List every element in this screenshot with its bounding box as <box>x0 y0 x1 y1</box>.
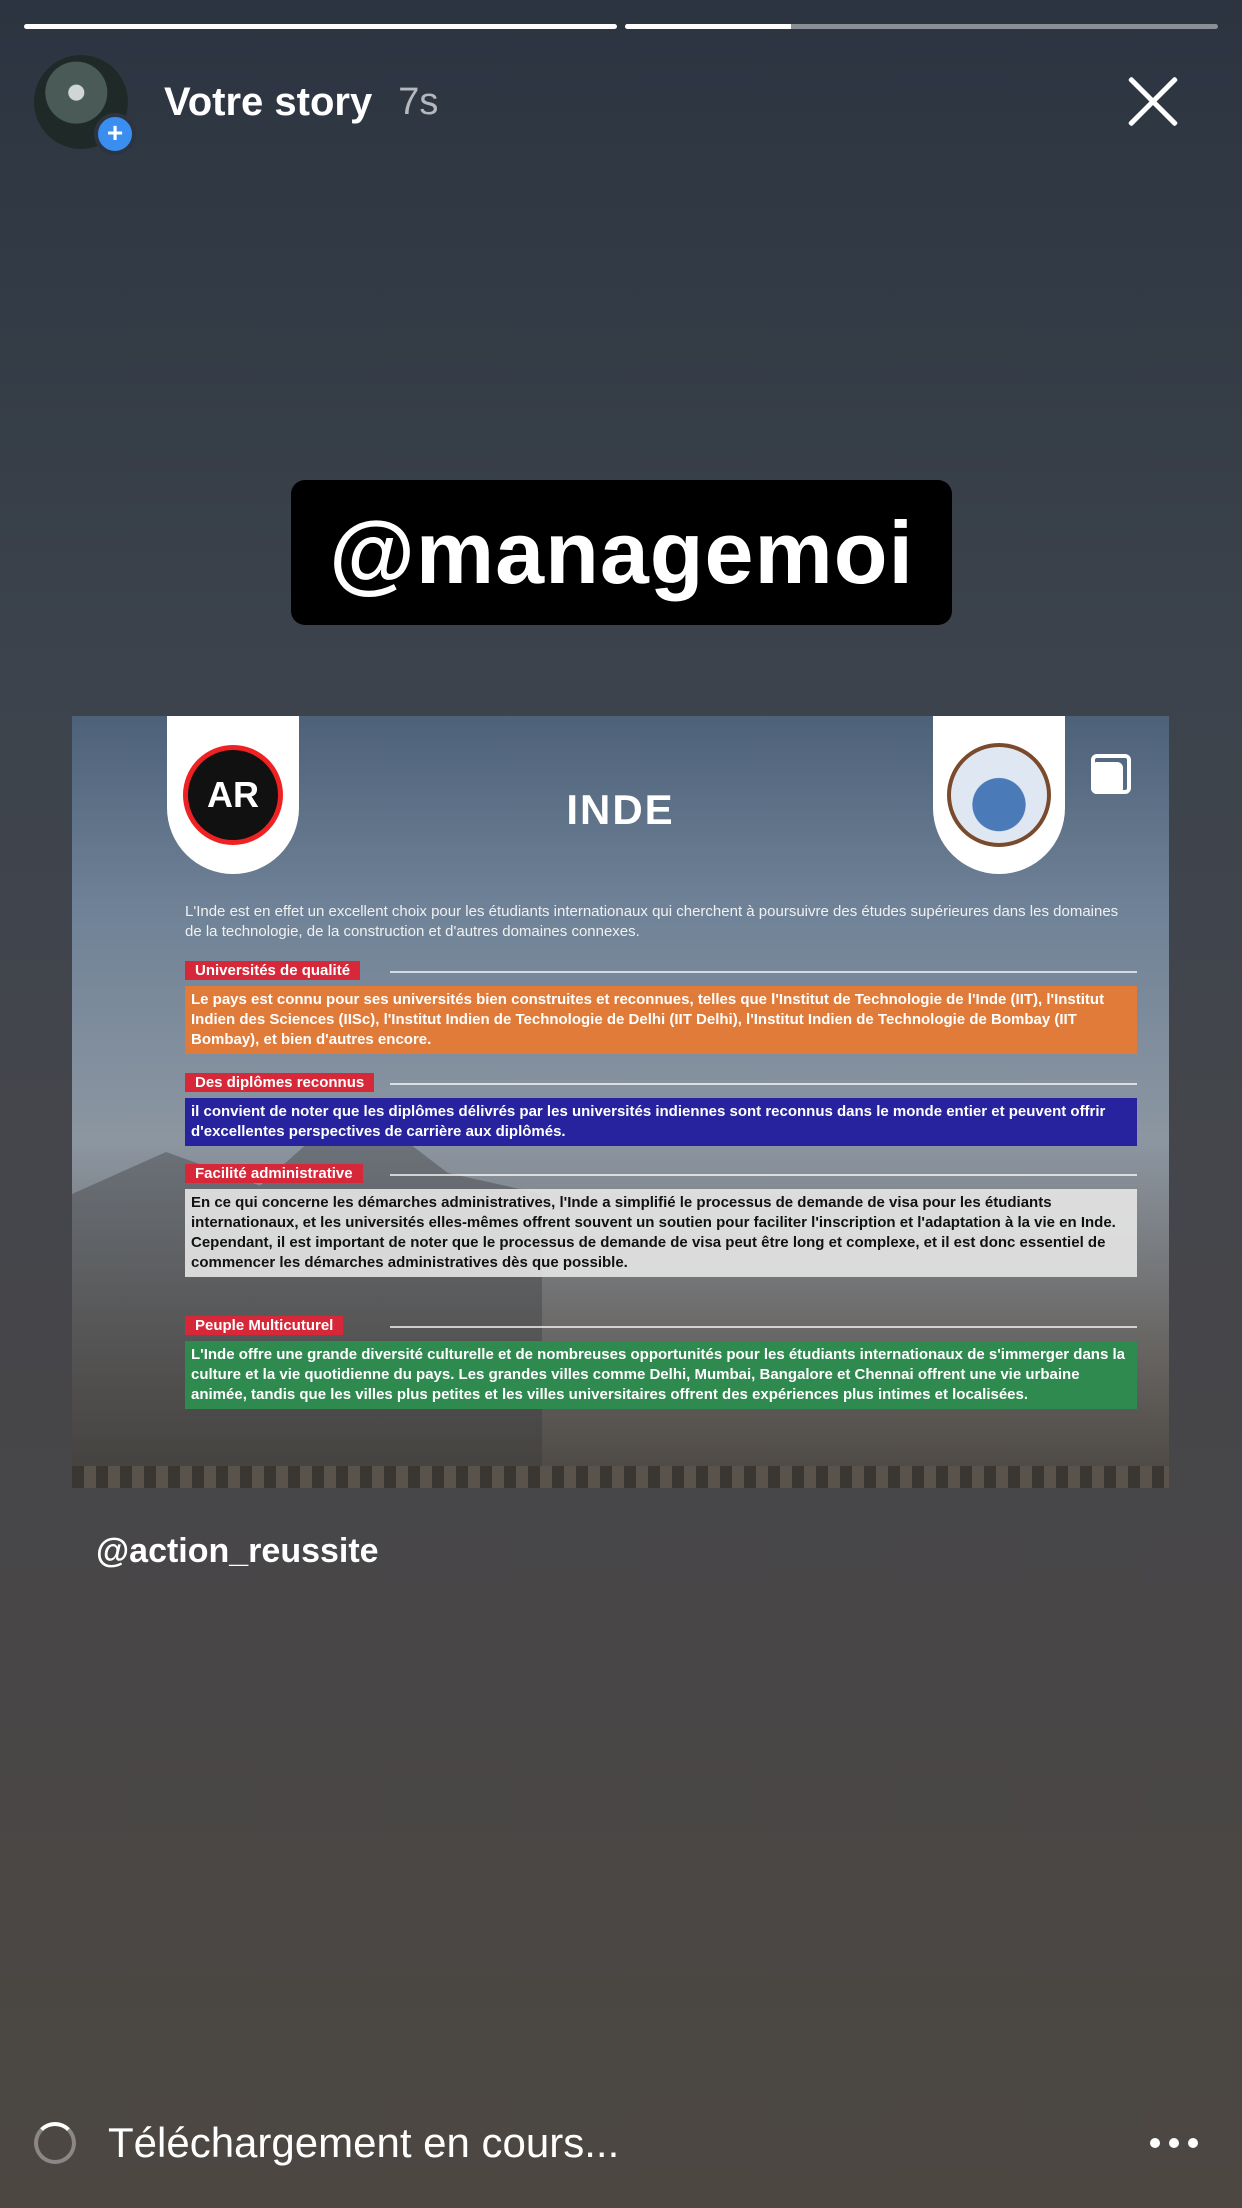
close-icon[interactable] <box>1116 66 1188 138</box>
section-label: Universités de qualité <box>185 961 360 980</box>
loading-spinner-icon <box>34 2122 76 2164</box>
section-facilite <box>185 1164 1137 1277</box>
section-text: En ce qui concerne les démarches administratives, l'Inde a simplifié le processus de demande de visa pour les étudiants internationaux, et les universités elles-mêmes offrent souvent un soutien pour faciliter l'inscription et l'adaptation à la vie en Inde. Cependant, il est important de noter que le processus de demande de visa peut être long et complexe, et il est donc essentiel de commencer les démarches administratives dès que possible. <box>185 1189 1137 1277</box>
progress-segment-1 <box>24 24 617 29</box>
mention-sticker[interactable]: @managemoi <box>291 480 952 625</box>
add-story-icon[interactable]: + <box>94 113 136 155</box>
post-author-handle[interactable]: @action_reussite <box>96 1532 379 1570</box>
section-label: Peuple Multicuturel <box>185 1316 343 1335</box>
action-reussite-logo: AR <box>167 716 299 874</box>
story-header <box>34 52 1208 152</box>
story-timestamp: 7s <box>398 80 439 123</box>
story-username[interactable]: Votre story <box>164 79 373 124</box>
section-diplomes <box>185 1073 1137 1146</box>
post-intro: L'Inde est en effet un excellent choix pour les étudiants internationaux qui cherchent à poursuivre des études supérieures dans les domaines de la technologie, de la construction et d'autres domaines connexes. <box>185 903 1119 940</box>
shared-post[interactable] <box>72 716 1169 1488</box>
section-text: il convient de noter que les diplômes délivrés par les universités indiennes sont reconnus dans le monde entier et peuvent offrir d'excellentes perspectives de carrière aux diplômés. <box>185 1098 1137 1146</box>
railing-decoration <box>72 1466 1169 1488</box>
section-universites <box>185 961 1137 1054</box>
section-label: Facilité administrative <box>185 1164 363 1183</box>
section-peuple <box>185 1316 1137 1409</box>
section-label: Des diplômes reconnus <box>185 1073 374 1092</box>
more-icon[interactable] <box>1150 2138 1198 2148</box>
story-footer <box>0 2078 1242 2208</box>
section-text: Le pays est connu pour ses universités bien construites et reconnues, telles que l'Institut de Technologie de l'Inde (IIT), l'Institut Indien des Sciences (IISc), l'Institut Indien de Technologie de Delhi (IIT Delhi), l'Institut Indien de Technologie de Bombay (IIT Bombay), et bien d'autres encore. <box>185 986 1137 1054</box>
section-text: L'Inde offre une grande diversité culturelle et de nombreuses opportunités pour les étudiants internationaux de s'immerger dans la culture et la vie quotidienne du pays. Les grandes villes comme Delhi, Mumbai, Bangalore et Chennai offrent une vie urbaine animée, tandis que les villes plus petites et les villes universitaires offrent des expériences plus intimes et localisées. <box>185 1341 1137 1409</box>
post-title: INDE <box>566 786 675 833</box>
progress-segment-2 <box>625 24 1218 29</box>
upload-status: Téléchargement en cours... <box>108 2119 620 2166</box>
avatar[interactable] <box>34 55 128 149</box>
story-progress-bar <box>24 24 1218 30</box>
